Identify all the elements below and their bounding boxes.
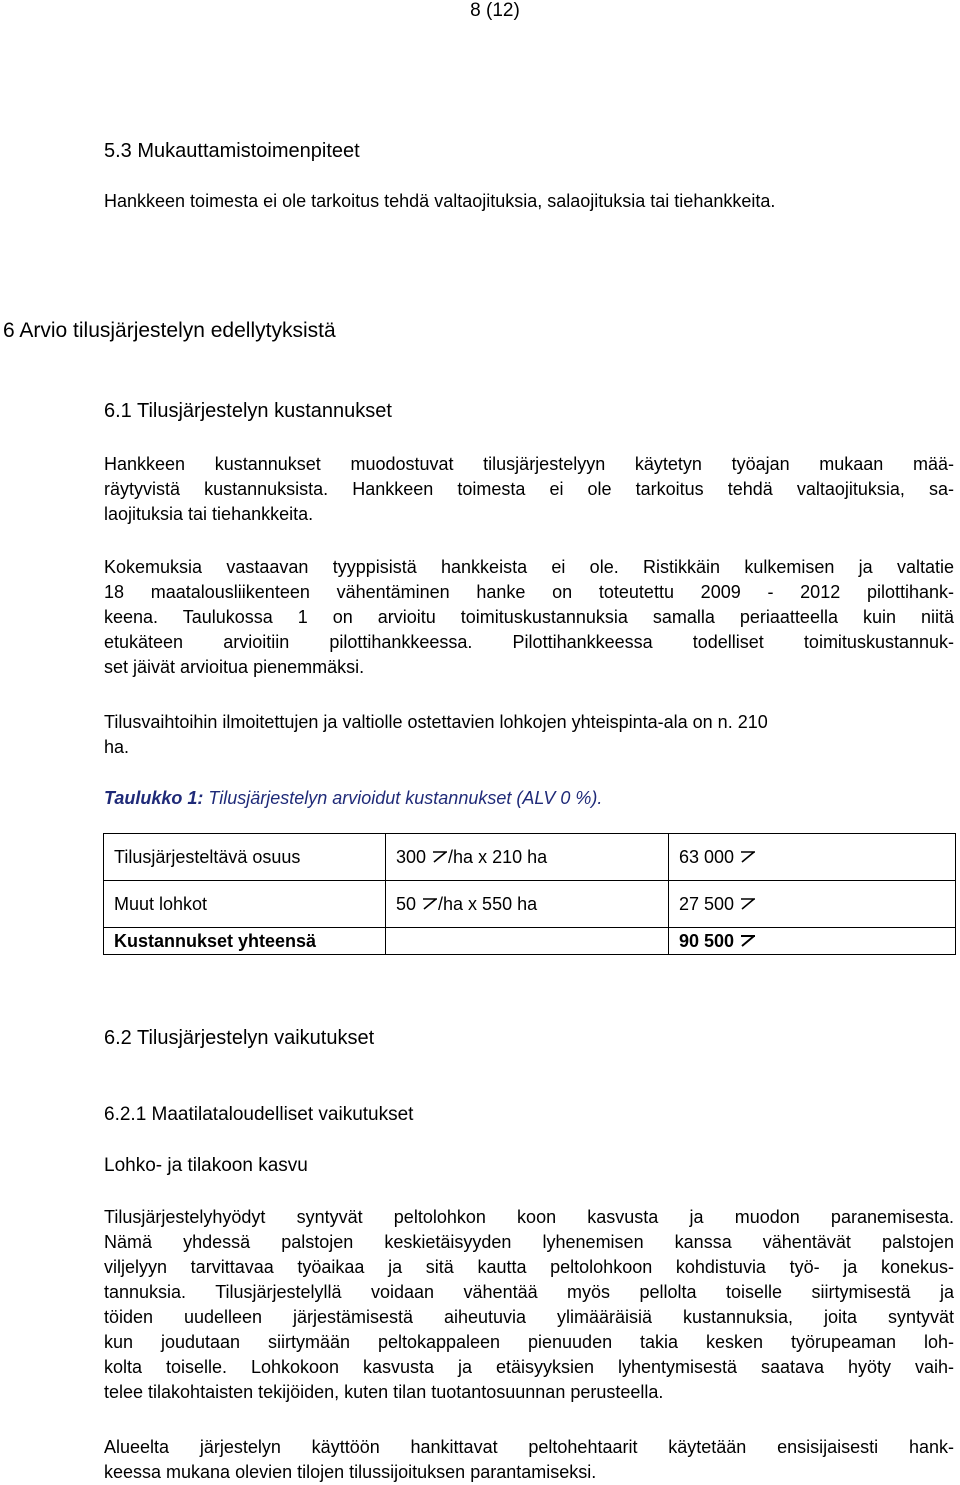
row-calculation: 50 /ha x 550 ha <box>386 881 669 928</box>
row-total: 63 000 <box>669 834 956 881</box>
table-caption-text: Tilusjärjestelyn arvioidut kustannukset (ALV 0 %). <box>203 788 603 808</box>
cost-table <box>103 833 956 955</box>
euro-icon <box>738 850 756 864</box>
text-line: ha. <box>104 737 130 757</box>
heading-6-2-1: 6.2.1 Maatilataloudelliset vaikutukset <box>104 1104 414 1125</box>
text-line: Nämä yhdessä palstojen keskietäisyyden lyhenemisen kanssa vähentävät palstojen <box>104 1232 954 1252</box>
text-line: set jäivät arvioitua pienemmäksi. <box>104 657 365 677</box>
text-line: 18 maatalousliikenteen vähentäminen hanke on toteutettu 2009 - 2012 pilottihank- <box>104 582 954 602</box>
heading-6-2: 6.2 Tilusjärjestelyn vaikutukset <box>104 1027 375 1049</box>
page-number: 8 (12) <box>470 0 520 21</box>
paragraph-6-1-costs <box>104 452 954 527</box>
euro-icon <box>420 897 438 911</box>
table-caption-label: Taulukko 1: <box>104 788 204 808</box>
paragraph-6-1-experience <box>104 555 954 680</box>
table-row-total <box>104 928 956 955</box>
section-5-3-text: Hankkeen toimesta ei ole tarkoitus tehdä valtaojituksia, salaojituksia tai tiehankkeita. <box>104 191 776 211</box>
heading-6-1: 6.1 Tilusjärjestelyn kustannukset <box>104 400 392 422</box>
euro-icon <box>738 897 756 911</box>
paragraph-6-2-1-benefits <box>104 1205 954 1405</box>
text-line: Alueelta järjestelyn käyttöön hankittavat peltohehtaarit käytetään ensisijaisesti hank- <box>104 1437 954 1457</box>
text-line: viljelyyn tarvittavaa työaikaa ja sitä kautta peltolohkoon kohdistuvia työ- ja konekus- <box>104 1257 954 1277</box>
text-line: kun joudutaan siirtymään peltokappaleen pienuuden takia kesken työrupeaman loh- <box>104 1332 954 1352</box>
paragraph-6-1-area <box>104 710 954 760</box>
row-total: 27 500 <box>669 881 956 928</box>
heading-5-3: 5.3 Mukauttamistoimenpiteet <box>104 140 360 162</box>
table-row <box>104 834 956 881</box>
text-line: kolta toiselle. Lohkokoon kasvusta ja etäisyyksien lyhentymisestä saatava hyöty vaih- <box>104 1357 954 1377</box>
row-label: Muut lohkot <box>104 881 386 928</box>
text-line: keessa mukana olevien tilojen tilussijoituksen parantamiseksi. <box>104 1462 597 1482</box>
row-total: 90 500 <box>669 928 956 955</box>
table-row <box>104 881 956 928</box>
row-label: Kustannukset yhteensä <box>104 928 386 955</box>
subheading-lohko: Lohko- ja tilakoon kasvu <box>104 1155 308 1176</box>
text-line: töiden uudelleen järjestämisestä aiheutuvia ylimääräisiä kustannuksia, joita syntyvät <box>104 1307 954 1327</box>
row-calculation <box>386 928 669 955</box>
text-line: telee tilakohtaisten tekijöiden, kuten tilan tuotantosuunnan perusteella. <box>104 1382 664 1402</box>
text-line: laojituksia tai tiehankkeita. <box>104 504 314 524</box>
row-calculation: 300 /ha x 210 ha <box>386 834 669 881</box>
text-line: Tilusvaihtoihin ilmoitettujen ja valtiolle ostettavien lohkojen yhteispinta-ala on n. 210 <box>104 712 768 732</box>
table-caption <box>104 786 602 810</box>
text-line: räytyvistä kustannuksista. Hankkeen toimesta ei ole tarkoitus tehdä valtaojituksia, sa- <box>104 479 954 499</box>
text-line: keena. Taulukossa 1 on arvioitu toimituskustannuksia samalla periaatteella kuin niitä <box>104 607 954 627</box>
euro-icon <box>738 934 756 948</box>
text-line: Tilusjärjestelyhyödyt syntyvät peltolohkon koon kasvusta ja muodon paranemisesta. <box>104 1207 954 1227</box>
euro-icon <box>430 850 448 864</box>
heading-6: 6 Arvio tilusjärjestelyn edellytyksistä <box>3 319 336 342</box>
text-line: Hankkeen kustannukset muodostuvat tilusjärjestelyyn käytetyn työajan mukaan mää- <box>104 454 954 474</box>
text-line: Kokemuksia vastaavan tyyppisistä hankkeista ei ole. Ristikkäin kulkemisen ja valtatie <box>104 557 954 577</box>
text-line: etukäteen arvioitiin pilottihankkeessa. Pilottihankkeessa todelliset toimituskustannuk- <box>104 632 954 652</box>
row-label: Tilusjärjesteltävä osuus <box>104 834 386 881</box>
text-line: tannuksia. Tilusjärjestelyllä voidaan vähentää myös pellolta toiselle siirtymisestä ja <box>104 1282 954 1302</box>
paragraph-6-2-1-fields <box>104 1435 954 1485</box>
